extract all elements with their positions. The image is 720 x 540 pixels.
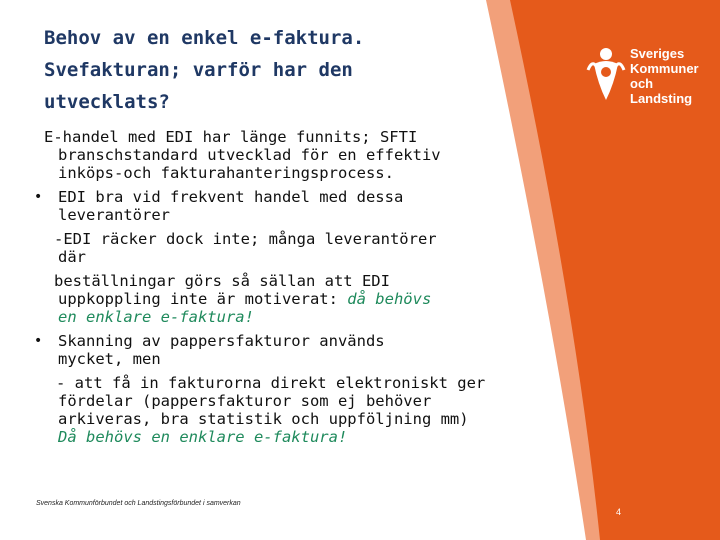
body-line: beställningar görs så sällan att EDI: [54, 272, 390, 290]
skl-logo: [586, 44, 716, 104]
logo-text: [630, 46, 716, 106]
emphasis-text: då behövs: [347, 290, 432, 308]
body-line-mixed: [44, 290, 464, 308]
body-line: inköps-och fakturahanteringsprocess.: [58, 164, 394, 182]
emphasis-line: Då behövs en enklare e-faktura!: [58, 428, 348, 446]
title-line-1: Behov av en enkel e-faktura.: [44, 27, 365, 49]
logo-line-2: Kommuner: [630, 61, 699, 76]
body-line: - att få in fakturorna direkt elektroniskt ger: [56, 374, 486, 392]
bullet-icon: •: [34, 189, 43, 205]
logo-line-3: och Landsting: [630, 76, 693, 106]
slide-body: [34, 128, 486, 446]
body-text: uppkoppling inte är motiverat:: [58, 290, 348, 308]
body-line: fördelar (pappersfakturor som ej behöver: [58, 392, 432, 410]
footer-text: Svenska Kommunförbundet och Landstingsförbundet i samverkan: [36, 500, 241, 507]
bullet-item-edi: [34, 188, 464, 224]
body-line: där: [58, 248, 86, 266]
slide-title: [44, 22, 464, 118]
body-line: -EDI räcker dock inte; många leverantörer: [54, 230, 437, 248]
body-line: branschstandard utvecklad för en effektiv: [58, 146, 441, 164]
title-line-3: utvecklats?: [44, 91, 170, 113]
logo-figure-icon: [586, 44, 626, 102]
bullet-icon: •: [34, 333, 43, 349]
bullet-item-skanning: [34, 332, 464, 368]
logo-line-1: Sveriges: [630, 46, 685, 61]
page-number: 4: [616, 507, 622, 517]
body-line: leverantörer: [58, 206, 170, 224]
emphasis-line: en enklare e-faktura!: [58, 308, 254, 326]
body-line: Skanning av pappersfakturor används: [58, 332, 385, 350]
body-line: E-handel med EDI har länge funnits; SFTI: [44, 128, 418, 146]
title-line-2: Svefakturan; varför har den: [44, 59, 353, 81]
body-line: EDI bra vid frekvent handel med dessa: [58, 188, 404, 206]
body-line: mycket, men: [58, 350, 161, 368]
body-line: arkiveras, bra statistik och uppföljning mm): [58, 410, 469, 428]
